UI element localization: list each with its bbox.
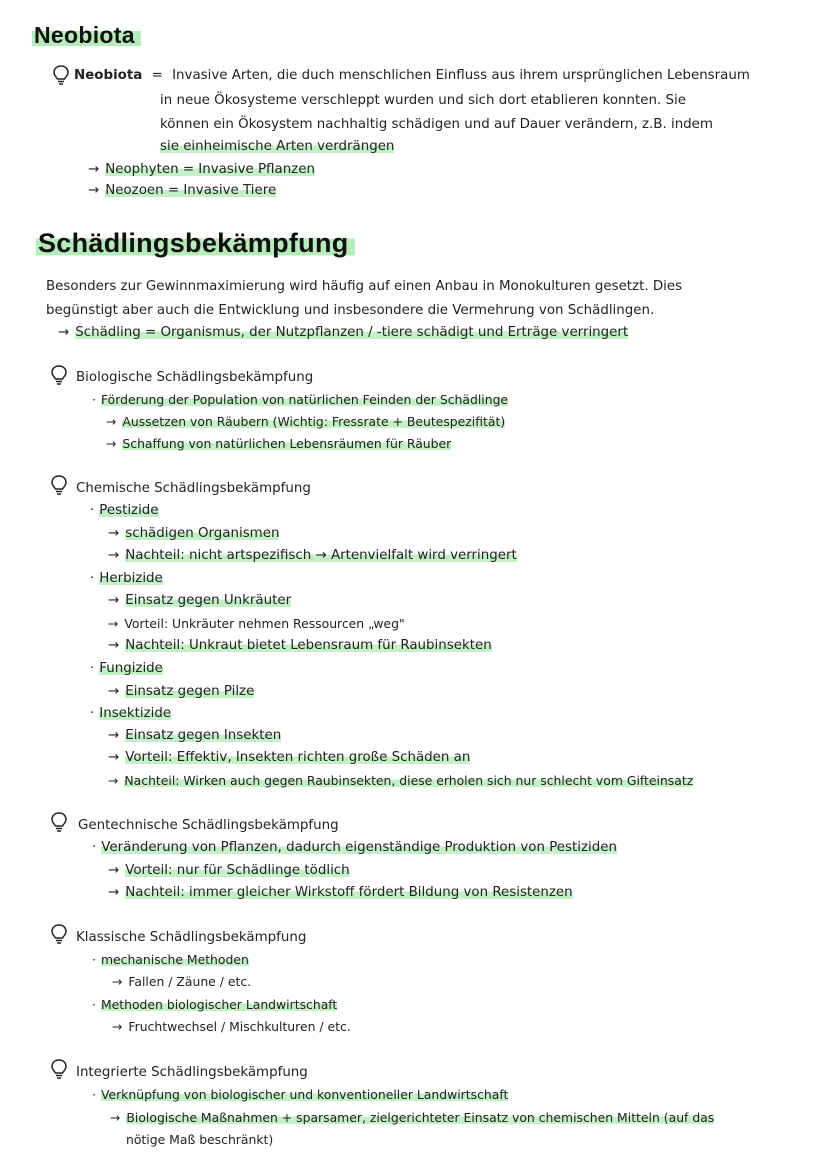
klass-heading: Klassische Schädlingsbekämpfung	[76, 930, 307, 945]
lightbulb-icon	[50, 1058, 68, 1080]
gen-heading: Gentechnische Schädlingsbekämpfung	[78, 818, 339, 833]
neobiota-definition-line2: in neue Ökosysteme verschleppt wurden und sich dort etablieren konnten. Sie	[160, 93, 686, 108]
herbizide-arrow1: → Einsatz gegen Unkräuter	[108, 593, 292, 608]
bio-bullet: · Förderung der Population von natürlichen Feinden der Schädlinge	[92, 392, 509, 407]
intro-line2: begünstigt aber auch die Entwicklung und insbesondere die Vermehrung von Schädlingen.	[46, 303, 655, 318]
neobiota-definition-line1	[74, 68, 750, 84]
lightbulb-icon	[52, 64, 70, 86]
bio-arrow2: → Schaffung von natürlichen Lebensräumen für Räuber	[106, 436, 452, 451]
lightbulb-icon	[50, 474, 68, 496]
integ-arrow1-line2: nötige Maß beschränkt)	[126, 1132, 274, 1147]
klass-bullet1: · mechanische Methoden	[92, 952, 249, 967]
neophyten-line: → Neophyten = Invasive Pflanzen	[88, 162, 315, 177]
klass-arrow2: → Fruchtwechsel / Mischkulturen / etc.	[112, 1019, 351, 1034]
herbizide-bullet: · Herbizide	[90, 571, 163, 586]
integ-heading: Integrierte Schädlingsbekämpfung	[76, 1065, 308, 1080]
insektizide-arrow3: → Nachteil: Wirken auch gegen Raubinsekten, diese erholen sich nur schlecht vom Gifteinsatz	[108, 773, 694, 788]
gen-arrow1: → Vorteil: nur für Schädlinge tödlich	[108, 863, 350, 878]
lightbulb-icon	[50, 923, 68, 945]
neozoen-line: → Neozoen = Invasive Tiere	[88, 183, 277, 198]
integ-arrow1-line1: → Biologische Maßnahmen + sparsamer, zielgerichteter Einsatz von chemischen Mitteln (auf das	[110, 1110, 715, 1125]
herbizide-arrow2: → Vorteil: Unkräuter nehmen Ressourcen „weg"	[108, 616, 405, 631]
fungizide-bullet: · Fungizide	[90, 661, 163, 676]
neobiota-definition-line3: können ein Ökosystem nachhaltig schädigen und auf Dauer verändern, z.B. indem	[160, 117, 713, 132]
klass-bullet2: · Methoden biologischer Landwirtschaft	[92, 997, 338, 1012]
lightbulb-icon	[50, 364, 68, 386]
gen-arrow2: → Nachteil: immer gleicher Wirkstoff fördert Bildung von Resistenzen	[108, 885, 573, 900]
lightbulb-icon	[50, 811, 68, 833]
herbizide-arrow3: → Nachteil: Unkraut bietet Lebensraum für Raubinsekten	[108, 638, 492, 653]
neobiota-definition-line4: sie einheimische Arten verdrängen	[160, 139, 395, 154]
schaedling-definition: → Schädling = Organismus, der Nutzpflanzen / -tiere schädigt und Erträge verringert	[58, 325, 629, 340]
fungizide-arrow1: → Einsatz gegen Pilze	[108, 684, 255, 699]
intro-line1: Besonders zur Gewinnmaximierung wird häufig auf einen Anbau in Monokulturen gesetzt. Dies	[46, 279, 683, 294]
pestizide-bullet: · Pestizide	[90, 503, 159, 518]
neobiota-term: Neobiota	[74, 68, 143, 83]
equals-sign: =	[151, 68, 163, 83]
heading-neobiota: Neobiota	[32, 22, 141, 49]
gen-bullet: · Veränderung von Pflanzen, dadurch eigenständige Produktion von Pestiziden	[92, 840, 617, 855]
heading-schaedlingsbekaempfung: Schädlingsbekämpfung	[36, 228, 355, 259]
pestizide-arrow2: → Nachteil: nicht artspezifisch → Artenvielfalt wird verringert	[108, 548, 517, 563]
definition-text: Invasive Arten, die duch menschlichen Einfluss aus ihrem ursprünglichen Lebensraum	[172, 68, 750, 83]
klass-arrow1: → Fallen / Zäune / etc.	[112, 974, 252, 989]
insektizide-bullet: · Insektizide	[90, 706, 172, 721]
chem-heading: Chemische Schädlingsbekämpfung	[76, 481, 311, 496]
integ-bullet: · Verknüpfung von biologischer und konventioneller Landwirtschaft	[92, 1087, 509, 1102]
insektizide-arrow2: → Vorteil: Effektiv, Insekten richten große Schäden an	[108, 750, 471, 765]
insektizide-arrow1: → Einsatz gegen Insekten	[108, 728, 282, 743]
bio-heading: Biologische Schädlingsbekämpfung	[76, 370, 314, 385]
pestizide-arrow1: → schädigen Organismen	[108, 526, 280, 541]
bio-arrow1: → Aussetzen von Räubern (Wichtig: Fressrate + Beutespezifität)	[106, 414, 506, 429]
